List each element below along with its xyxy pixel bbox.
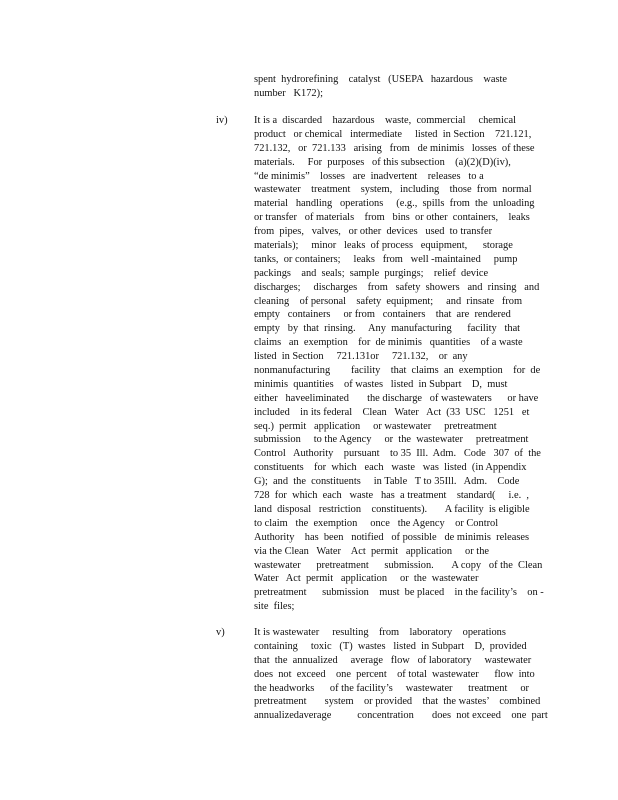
text-line: discharges; discharges from safety showers and rinsing and — [254, 281, 540, 293]
text-line: land disposal restriction constituents). A facility is eligible — [254, 503, 530, 515]
text-line: 728 for which each waste has a treatment standard( i.e. , — [254, 490, 529, 502]
text-line: wastewater pretreatment submission. A copy of the Clean — [254, 559, 543, 571]
text-line: It is a discarded hazardous waste, commercial chemical — [254, 115, 516, 126]
item-marker-v: v) — [216, 627, 225, 638]
text-line: wastewater treatment system, including those from normal — [254, 184, 532, 196]
text-line: the headworks of the facility’s wastewater treatment or — [254, 682, 529, 694]
text-line: G); and the constituents in Table T to 35Ill. Adm. Code — [254, 476, 520, 488]
text-line: site files; — [254, 601, 295, 613]
item-v-paragraph — [254, 626, 548, 723]
text-line: pretreatment submission must be placed in the facility’s on - — [254, 587, 544, 599]
text-line: or transfer of materials from bins or other containers, leaks — [254, 212, 530, 224]
text-line: empty containers or from containers that are rendered — [254, 309, 511, 321]
text-line: via the Clean Water Act permit application or the — [254, 545, 490, 557]
text-line: materials. For purposes of this subsection (a)(2)(D)(iv), — [254, 156, 511, 168]
item-iv-paragraph — [254, 114, 544, 614]
text-line: nonmanufacturing facility that claims an exemption for de — [254, 365, 541, 377]
text-line: included in its federal Clean Water Act (33 USC 1251 et — [254, 406, 530, 418]
text-line: cleaning of personal safety equipment; and rinsate from — [254, 295, 523, 307]
text-line: It is wastewater resulting from laboratory operations — [254, 627, 506, 638]
text-line: material handling operations (e.g., spills from the unloading — [254, 198, 535, 210]
text-line: Water Act permit application or the wastewater — [254, 573, 479, 585]
text-line: Authority has been notified of possible de minimis releases — [254, 531, 530, 543]
text-line: minimis quantities of wastes listed in Subpart D, must — [254, 378, 508, 390]
text-line: constituents for which each waste was listed (in Appendix — [254, 462, 527, 474]
text-line: tanks, or containers; leaks from well -maintained pump — [254, 253, 518, 265]
text-line: claims an exemption for de minimis quantities of a waste — [254, 337, 523, 349]
text-line: does not exceed one percent of total wastewater flow into — [254, 668, 535, 680]
text-line: Control Authority pursuant to 35 Ill. Adm. Code 307 of the — [254, 448, 541, 460]
text-line: to claim the exemption once the Agency or Control — [254, 517, 499, 529]
text-line: materials); minor leaks of process equipment, storage — [254, 240, 513, 252]
text-line: spent hydrorefining catalyst (USEPA hazardous waste — [254, 74, 507, 85]
text-line: that the annualized average flow of laboratory wastewater — [254, 654, 532, 666]
text-line: packings and seals; sample purgings; relief device — [254, 267, 489, 279]
text-line: seq.) permit application or wastewater pretreatment — [254, 420, 497, 432]
text-line: empty by that rinsing. Any manufacturing facility that — [254, 323, 521, 335]
text-line: product or chemical intermediate listed in Section 721.121, — [254, 128, 532, 140]
item-marker-iv: iv) — [216, 115, 228, 126]
text-line: 721.132, or 721.133 arising from de minimis losses of these — [254, 142, 535, 154]
continuation-paragraph — [254, 73, 544, 101]
text-line: either haveeliminated the discharge of wastewaters or have — [254, 392, 539, 404]
text-line: annualizedaverage concentration does not exceed one part — [254, 710, 548, 722]
text-line: pretreatment system or provided that the wastes’ combined — [254, 696, 541, 708]
text-line: submission to the Agency or the wastewater pretreatment — [254, 434, 529, 446]
text-line: containing toxic (T) wastes listed in Subpart D, provided — [254, 640, 527, 652]
text-line: “de minimis” losses are inadvertent releases to a — [254, 170, 484, 182]
text-line: from pipes, valves, or other devices used to transfer — [254, 226, 493, 238]
text-line: listed in Section 721.131or 721.132, or any — [254, 351, 468, 363]
text-line: number K172); — [254, 87, 323, 99]
